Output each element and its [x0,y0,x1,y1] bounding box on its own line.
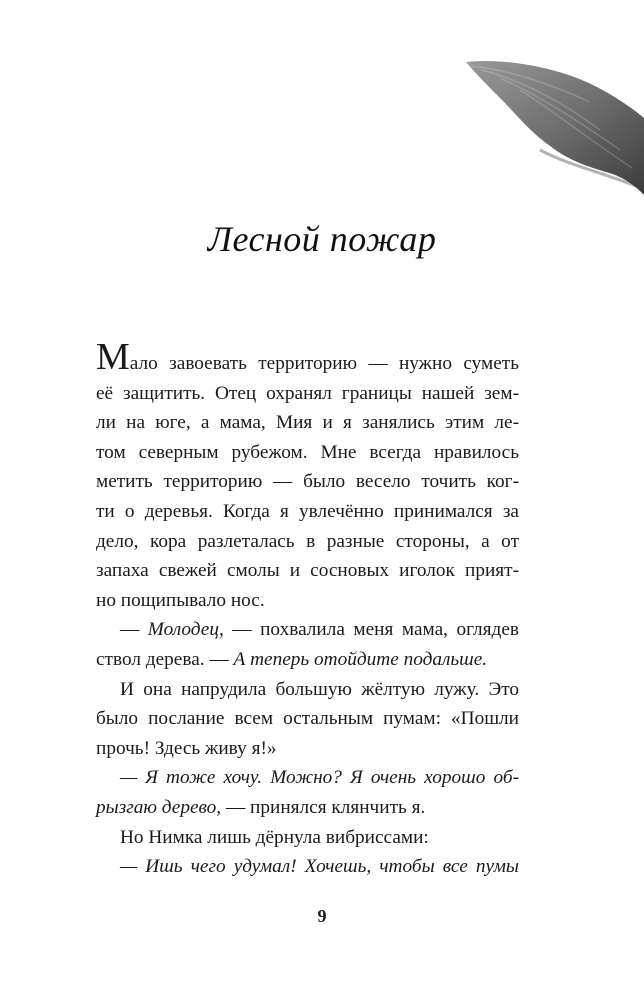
dialog-3-line-1: — Ишь чего удумал! Хочешь, чтобы все пумы [120,856,519,878]
paragraph-1-line: метить территорию — было весело точить ког- [96,471,519,493]
paragraph-1-line: но пощипывало нос. [96,589,265,611]
paragraph-3: Но Нимка лишь дёрнула вибриссами: [120,826,429,848]
paragraph-2-line: было послание всем остальным пумам: «Пошли [96,708,519,730]
dialog-1-line-2: ствол дерева. — А теперь отойдите подальше. [96,648,488,670]
page-number: 9 [317,906,327,926]
dialog-2-line-2: рызгаю дерево, — принялся клянчить я. [96,796,426,818]
paragraph-1-line: ти о деревья. Когда я увлечённо принимался за [96,500,519,522]
dialog-1-line-1: — Молодец, — похвалила меня мама, оглядев [120,619,519,641]
paragraph-2-line: прочь! Здесь живу я!» [96,737,277,759]
paragraph-1-line: дело, кора разлеталась в разные стороны, а от [96,530,519,552]
tail-illustration [0,0,644,200]
paragraph-1-line-1: Мало завоевать территорию — нужно суметь [96,336,519,378]
drop-cap: М [96,336,130,378]
dialog-2-line-1: — Я тоже хочу. Можно? Я очень хорошо об- [120,767,519,789]
paragraph-1-line: ли на юге, а мама, Мия и я занялись этим ле- [96,412,519,434]
chapter-title: Лесной пожар [207,219,437,259]
paragraph-1-line: том северным рубежом. Мне всегда нравилось [96,441,519,463]
body-text [96,336,519,882]
paragraph-1-line: её защитить. Отец охранял границы нашей зем- [96,382,519,404]
paragraph-1-line: запаха свежей смолы и сосновых иголок прият- [96,560,519,582]
paragraph-2-line: И она напрудила большую жёлтую лужу. Это [120,678,519,700]
